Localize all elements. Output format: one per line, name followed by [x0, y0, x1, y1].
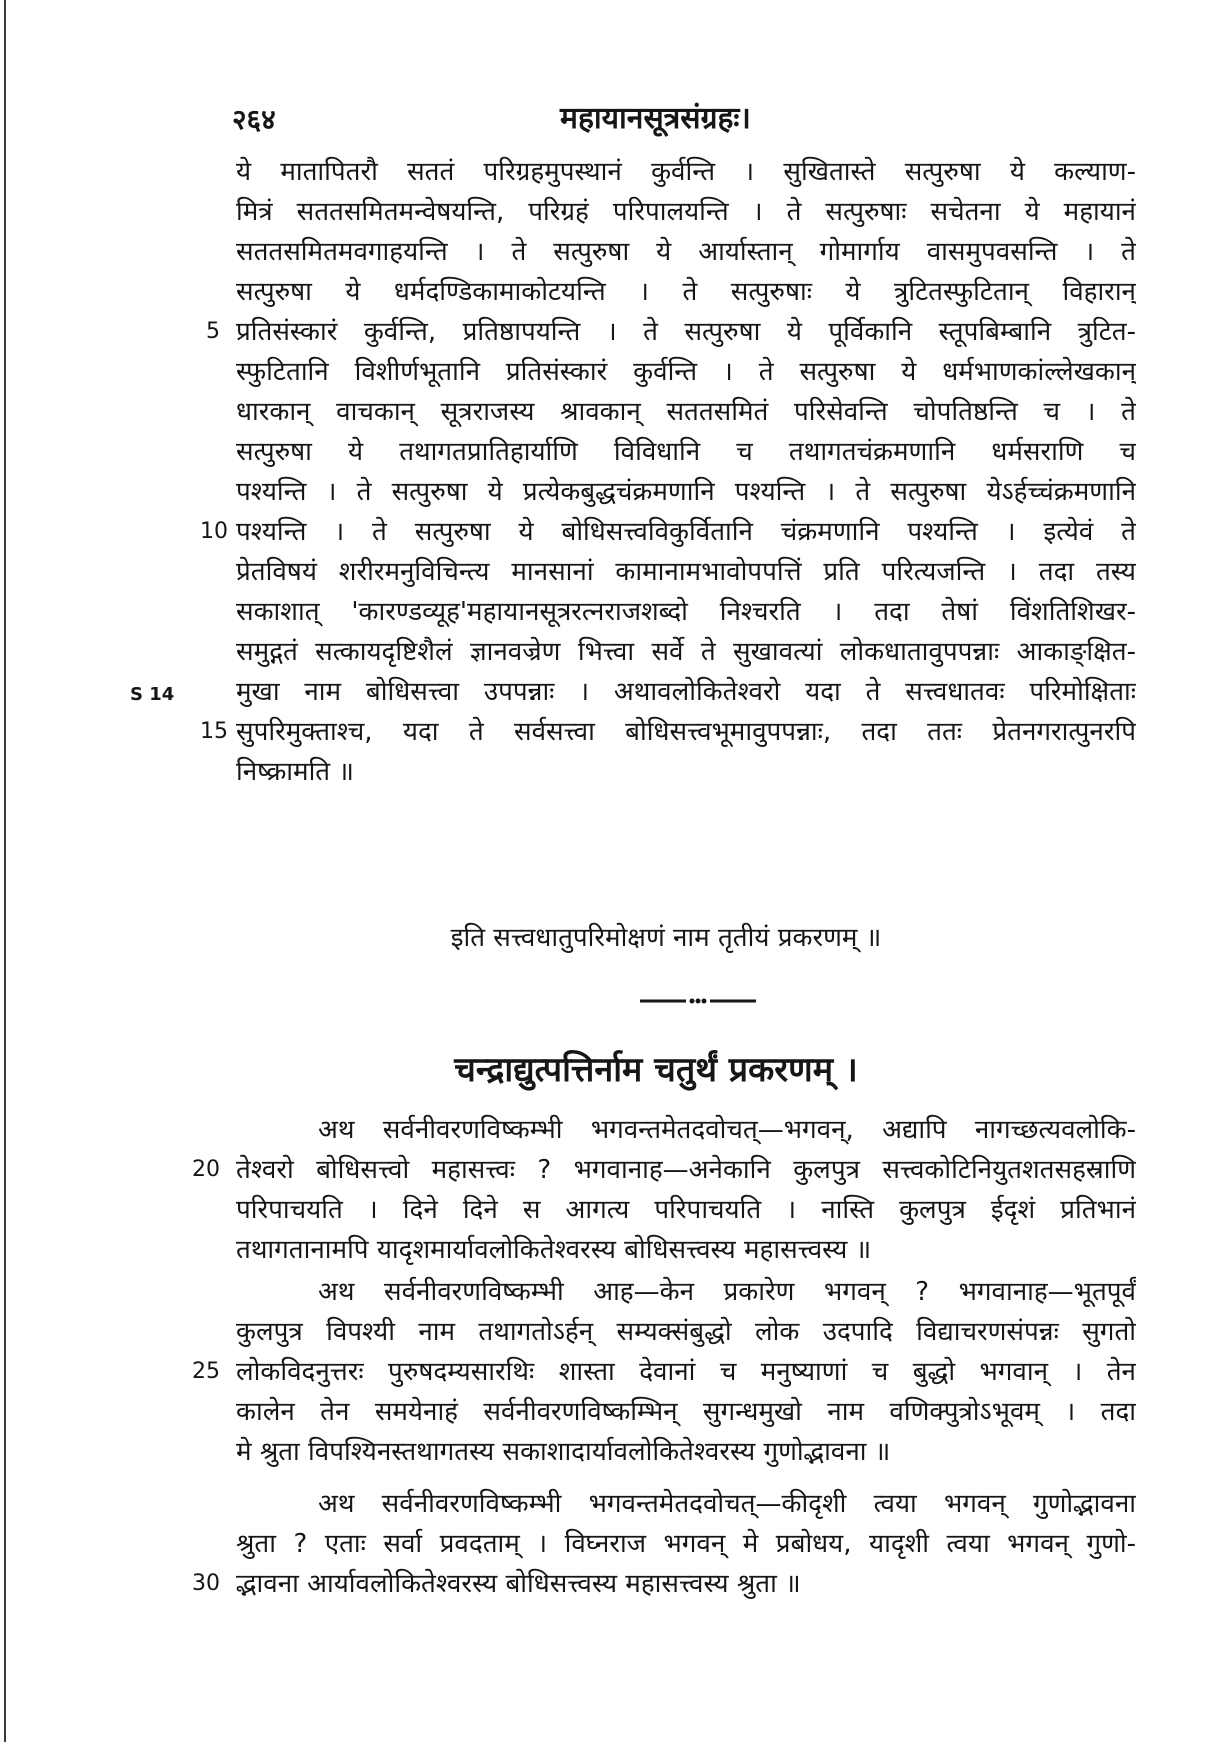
page-header [0, 96, 1232, 136]
margin-note: S 14 [130, 684, 175, 705]
running-title: महायानसूत्रसंग्रहः। [560, 101, 751, 136]
text-line: कुलपुत्र विपश्यी नाम तथागतोऽर्हन् सम्यक्संबुद्धो लोक उदपादि विद्याचरणसंपन्नः सुगतो [236, 1317, 1136, 1347]
text-line: ये मातापितरौ सततं परिग्रहमुपस्थानं कुर्वन्ति । सुखितास्ते सत्पुरुषा ये कल्याण- [236, 157, 1136, 187]
text-line: मे श्रुता विपश्यिनस्तथागतस्य सकाशादार्यावलोकितेश्वरस्य गुणोद्भावना ॥ [236, 1437, 891, 1467]
text-line: कालेन तेन समयेनाहं सर्वनीवरणविष्कम्भिन् सुगन्धमुखो नाम वणिक्पुत्रोऽभूवम् । तदा [236, 1397, 1136, 1427]
text-line: स्फुटितानि विशीर्णभूतानि प्रतिसंस्कारं कुर्वन्ति । ते सत्पुरुषा ये धर्मभाणकांल्लेखकान् [236, 357, 1136, 387]
page-number: २६४ [232, 103, 276, 136]
text-line: सत्पुरुषा ये धर्मदण्डिकामाकोटयन्ति । ते सत्पुरुषाः ये त्रुटितस्फुटितान् विहारान् [236, 277, 1136, 307]
text-line: लोकविदनुत्तरः पुरुषदम्यसारथिः शास्ता देवानां च मनुष्याणां च बुद्धो भगवान् । तेन [236, 1357, 1136, 1387]
text-line: निष्क्रामति ॥ [236, 757, 354, 787]
chapter-heading: चन्द्राद्युत्पत्तिर्नाम चतुर्थं प्रकरणम् । [454, 1050, 858, 1090]
text-line: सत्पुरुषा ये तथागतप्रातिहार्याणि विविधानि च तथागतचंक्रमणानि धर्मसराणि च [236, 437, 1136, 467]
line-number: 5 [206, 319, 220, 344]
text-line: सुपरिमुक्ताश्च, यदा ते सर्वसत्त्वा बोधिसत्त्वभूमावुपपन्नाः, तदा ततः प्रेतनगरात्पुनरपि [236, 717, 1136, 747]
text-line: मुखा नाम बोधिसत्त्वा उपपन्नाः । अथावलोकितेश्वरो यदा ते सत्त्वधातवः परिमोक्षिताः [236, 677, 1136, 707]
text-line: अथ सर्वनीवरणविष्कम्भी भगवन्तमेतदवोचत्—भगवन्, अद्यापि नागच्छत्यवलोकि- [318, 1115, 1136, 1145]
text-line: मित्रं सततसमितमन्वेषयन्ति, परिग्रहं परिपालयन्ति । ते सत्पुरुषाः सचेतना ये महायानं [236, 197, 1136, 227]
text-line: प्रेतविषयं शरीरमनुविचिन्त्य मानसानां कामानामभावोपपत्तिं प्रति परित्यजन्ति । तदा तस्य [236, 557, 1136, 587]
text-block-chapter-3-end [236, 152, 1136, 792]
text-line: तेश्वरो बोधिसत्त्वो महासत्त्वः ? भगवानाह—अनेकानि कुलपुत्र सत्त्वकोटिनियुतशतसहस्राणि [236, 1155, 1136, 1185]
text-line: पश्यन्ति । ते सत्पुरुषा ये बोधिसत्त्वविकुर्वितानि चंक्रमणानि पश्यन्ति । इत्येवं ते [236, 517, 1136, 547]
page-edge-line [4, 0, 6, 1742]
text-line: समुद्गतं सत्कायदृष्टिशैलं ज्ञानवज्रेण भित्त्वा सर्वे ते सुखावत्यां लोकधातावुपपन्नाः आकाङ्क्षित- [236, 637, 1136, 667]
ornament-divider [640, 996, 756, 1006]
line-number: 10 [200, 519, 228, 544]
text-block-paragraph-2 [236, 1272, 1136, 1472]
text-line: तथागतानामपि यादृशमार्यावलोकितेश्वरस्य बोधिसत्त्वस्य महासत्त्वस्य ॥ [236, 1235, 872, 1265]
text-block-paragraph-3 [236, 1484, 1136, 1604]
text-line: श्रुता ? एताः सर्वा प्रवदताम् । विघ्नराज भगवन् मे प्रबोधय, यादृशी त्वया भगवन् गुणो- [236, 1529, 1136, 1559]
text-block-chapter-4 [236, 1110, 1136, 1270]
chapter-colophon: इति सत्त्वधातुपरिमोक्षणं नाम तृतीयं प्रकरणम् ॥ [450, 923, 882, 953]
text-line: सकाशात् 'कारण्डव्यूह'महायानसूत्ररत्नराजशब्दो निश्चरति । तदा तेषां विंशतिशिखर- [236, 597, 1136, 627]
text-line: परिपाचयति । दिने दिने स आगत्य परिपाचयति । नास्ति कुलपुत्र ईदृशं प्रतिभानं [236, 1195, 1136, 1225]
text-line: पश्यन्ति । ते सत्पुरुषा ये प्रत्येकबुद्धचंक्रमणानि पश्यन्ति । ते सत्पुरुषा येऽर्हच्चंक्रमणानि [236, 477, 1136, 507]
text-line: धारकान् वाचकान् सूत्रराजस्य श्रावकान् सततसमितं परिसेवन्ति चोपतिष्ठन्ति च । ते [236, 397, 1136, 427]
text-line: सततसमितमवगाहयन्ति । ते सत्पुरुषा ये आर्यास्तान् गोमार्गाय वासमुपवसन्ति । ते [236, 237, 1136, 267]
line-number: 25 [192, 1359, 220, 1384]
text-line: द्भावना आर्यावलोकितेश्वरस्य बोधिसत्त्वस्य महासत्त्वस्य श्रुता ॥ [236, 1569, 801, 1599]
line-number: 30 [192, 1571, 220, 1596]
text-line: प्रतिसंस्कारं कुर्वन्ति, प्रतिष्ठापयन्ति । ते सत्पुरुषा ये पूर्विकानि स्तूपबिम्बानि त्रुटित- [236, 317, 1136, 347]
line-number: 15 [200, 719, 228, 744]
text-line: अथ सर्वनीवरणविष्कम्भी आह—केन प्रकारेण भगवन् ? भगवानाह—भूतपूर्वं [318, 1277, 1136, 1307]
line-number: 20 [192, 1157, 220, 1182]
text-line: अथ सर्वनीवरणविष्कम्भी भगवन्तमेतदवोचत्—कीदृशी त्वया भगवन् गुणोद्भावना [318, 1489, 1136, 1519]
